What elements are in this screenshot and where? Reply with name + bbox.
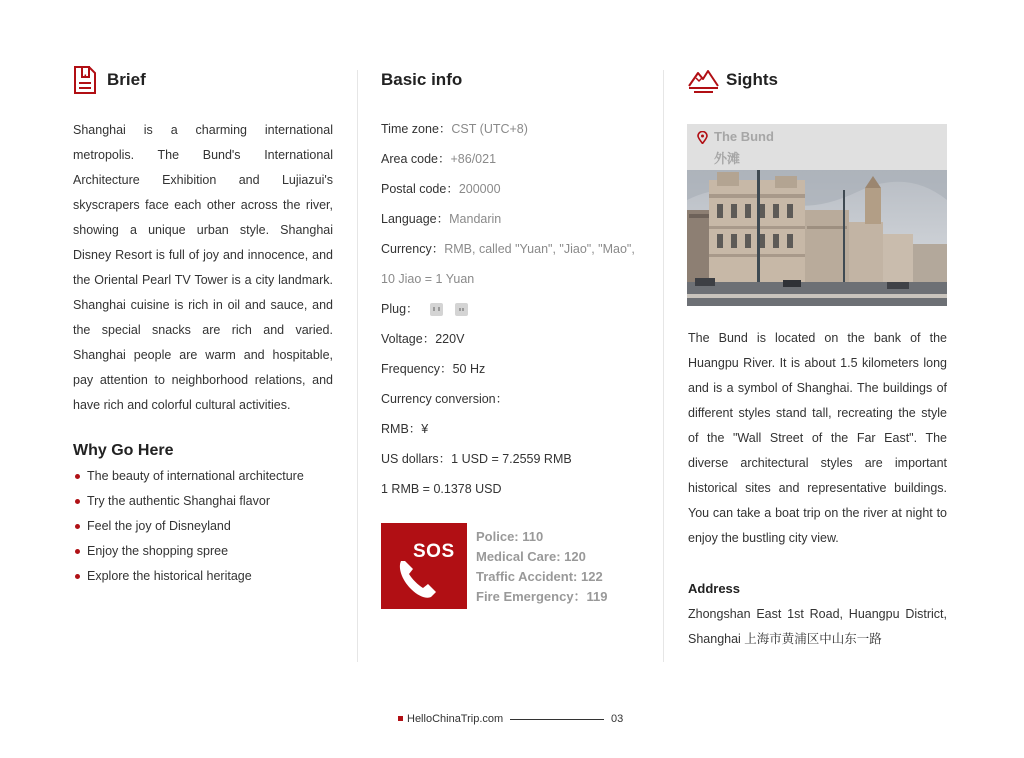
sight-name-cn: 外滩 [714,151,741,166]
reasons-list [73,464,333,589]
traffic-number: Traffic Accident: 122 [476,569,603,584]
rmb-usd-row: 1 RMB = 0.1378 USD [381,482,502,496]
page-number: 03 [611,713,624,725]
page-footer [0,711,1024,727]
list-item: The beauty of international architecture [73,464,333,489]
basic-info-column [381,66,643,609]
divider [663,70,664,662]
voltage-row: Voltage：220V [381,332,465,346]
plug-row: Plug： [381,294,643,324]
bullet-icon [75,474,80,479]
language-row: Language：Mandarin [381,212,502,226]
brief-title: Brief [107,70,146,89]
list-item: Explore the historical heritage [73,564,333,589]
info-list [381,114,643,504]
the-bund-photo [687,170,947,306]
currency-row: Currency：RMB, called "Yuan", "Jiao", "Mao", [381,242,635,256]
list-item: Feel the joy of Disneyland [73,514,333,539]
time-zone-row: Time zone：CST (UTC+8) [381,122,528,136]
basic-info-title: Basic info [381,70,463,89]
address-title: Address [688,581,741,596]
bullet-icon [75,524,80,529]
currency-conversion-row: Currency conversion： [381,392,509,406]
police-number: Police: 110 [476,529,544,544]
rmb-row: RMB：¥ [381,422,429,436]
mountain-icon [688,66,719,94]
footer-site: HelloChinaTrip.com [407,713,504,725]
sos-badge [381,523,467,609]
plug-type-a-icon [430,303,443,316]
bullet-icon [75,574,80,579]
basic-info-header [381,66,643,94]
document-icon [73,65,99,95]
list-item: Try the authentic Shanghai flavor [73,489,333,514]
frequency-row: Frequency：50 Hz [381,362,486,376]
sights-title: Sights [726,70,778,89]
brief-paragraph: Shanghai is a charming international metropolis. The Bund's International Architecture Exhibition and Lujiazui's skyscrapers face each other across the river, showing a unique urban style. Shanghai Disney Resort is full of joy and innocence, and the Oriental Pearl TV Tower is a city landmark. Shanghai cuisine is rich in oil and sauce, and the special snacks are rich and varied. Shanghai people are warm and hospitable, pay attention to neighborhood relations, and have rich and colorful cultural activities. [73,123,333,412]
currency-row-cont: 10 Jiao = 1 Yuan [381,272,475,286]
sight-card-header [687,124,947,170]
emergency-numbers [476,527,608,607]
sos-label: SOS [413,541,455,562]
medical-number: Medical Care: 120 [476,549,586,564]
postal-code-row: Postal code：200000 [381,182,501,196]
bund-buildings-image [687,170,947,306]
sights-description-block [688,326,947,652]
sight-name-en: The Bund [714,129,774,144]
sights-header [688,66,947,94]
divider [357,70,358,662]
phone-icon [381,523,467,609]
address-text: Zhongshan East 1st Road, Huangpu District, Shanghai 上海市黄浦区中山东一路 [688,607,947,646]
footer-square-icon [398,716,403,721]
plug-type-c-icon [455,303,468,316]
bullet-icon [75,499,80,504]
brief-header [73,66,333,94]
usd-row: US dollars：1 USD = 7.2559 RMB [381,452,572,466]
why-go-title: Why Go Here [73,442,174,459]
list-item: Enjoy the shopping spree [73,539,333,564]
sights-column [688,66,947,94]
bullet-icon [75,549,80,554]
footer-rule [510,719,604,720]
location-pin-icon [697,131,708,144]
brief-column [73,66,333,589]
area-code-row: Area code：+86/021 [381,152,497,166]
fire-number: Fire Emergency：119 [476,589,608,604]
sight-description: The Bund is located on the bank of the Huangpu River. It is about 1.5 kilometers long and is a symbol of Shanghai. The buildings of different styles stand tall, recreating the style of the "Wall Street of the Far East". The diverse architectural styles are important historical sites and representative buildings. You can take a boat trip on the river at night to enjoy the bustling city view. [688,331,947,545]
emergency-block [381,523,643,609]
